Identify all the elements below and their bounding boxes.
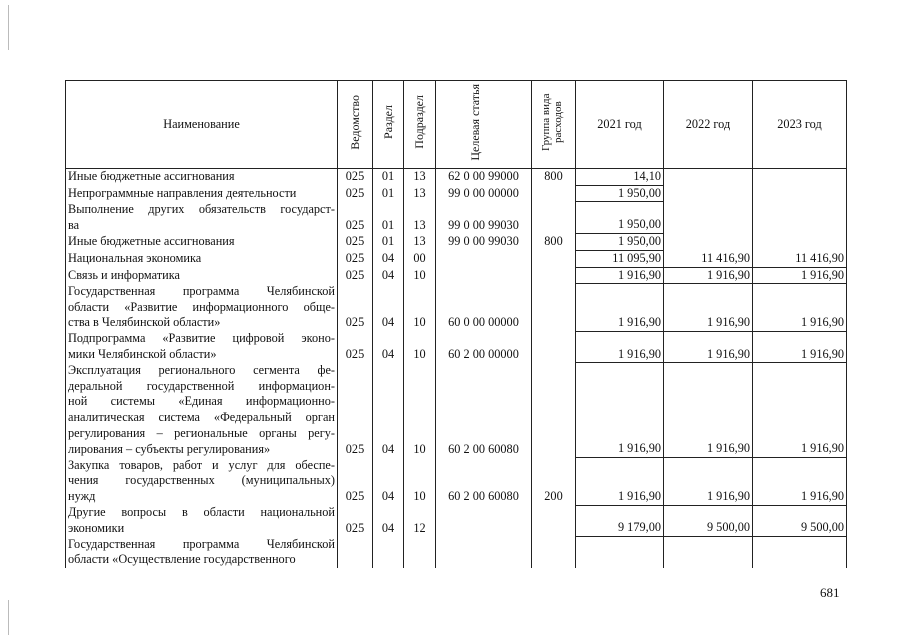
cell-expense-group	[532, 250, 576, 267]
cell-department: 025	[338, 505, 373, 537]
cell-name-line: чения государственных (муниципальных)	[68, 473, 335, 488]
header-2022: 2022 год	[664, 81, 753, 169]
cell-name-line: ства в Челябинской области»	[68, 315, 221, 330]
cell-section	[373, 537, 404, 569]
cell-2023	[753, 185, 847, 202]
cell-2022: 1 916,90	[664, 363, 753, 458]
cell-name-line: нужд	[68, 489, 96, 504]
header-name: Наименование	[66, 81, 338, 169]
cell-name	[66, 331, 338, 363]
cell-section: 04	[373, 284, 404, 331]
table-row	[66, 250, 847, 267]
cell-expense-group	[532, 202, 576, 234]
header-2023: 2023 год	[753, 81, 847, 169]
cell-target-item: 62 0 00 99000	[436, 168, 532, 185]
cell-name	[66, 505, 338, 537]
cell-name	[66, 250, 338, 267]
cell-2021: 1 950,00	[576, 202, 664, 234]
cell-section: 04	[373, 331, 404, 363]
cell-2022	[664, 185, 753, 202]
cell-name-line: Государственная программа Челябинской	[68, 283, 335, 298]
cell-2021: 1 916,90	[576, 458, 664, 505]
cell-expense-group	[532, 284, 576, 331]
cell-2023: 1 916,90	[753, 363, 847, 458]
cell-target-item	[436, 250, 532, 267]
cell-subsection: 10	[404, 267, 436, 284]
cell-2021: 11 095,90	[576, 250, 664, 267]
cell-2023	[753, 233, 847, 250]
cell-subsection: 10	[404, 331, 436, 363]
cell-name-line: лирования – субъекты регулирования»	[68, 441, 271, 456]
cell-2022: 9 500,00	[664, 505, 753, 537]
cell-name-line: деральной государственной информацион-	[68, 378, 335, 393]
header-2021: 2021 год	[576, 81, 664, 169]
cell-target-item: 99 0 00 99030	[436, 202, 532, 234]
cell-2023: 1 916,90	[753, 267, 847, 284]
cell-2021: 1 916,90	[576, 363, 664, 458]
cell-2022: 1 916,90	[664, 267, 753, 284]
cell-subsection: 13	[404, 168, 436, 185]
cell-target-item	[436, 267, 532, 284]
cell-name-line: аналитическая система «Федеральный орган	[68, 410, 335, 425]
table-row	[66, 331, 847, 363]
cell-expense-group	[532, 505, 576, 537]
cell-target-item: 60 2 00 60080	[436, 458, 532, 505]
budget-table	[65, 80, 847, 568]
cell-name	[66, 168, 338, 185]
cell-target-item: 60 2 00 00000	[436, 331, 532, 363]
page-number: 681	[820, 585, 840, 600]
cell-expense-group	[532, 537, 576, 569]
cell-target-item: 99 0 00 00000	[436, 185, 532, 202]
cell-2022: 1 916,90	[664, 284, 753, 331]
cell-department: 025	[338, 185, 373, 202]
cell-name-line: области «Осуществление государственного	[68, 552, 296, 567]
cell-2021: 1 950,00	[576, 233, 664, 250]
cell-name-line: экономики	[68, 520, 125, 535]
cell-2023: 1 916,90	[753, 331, 847, 363]
header-subsection: Подраздел	[404, 81, 436, 169]
cell-name	[66, 458, 338, 505]
cell-department: 025	[338, 458, 373, 505]
cell-2022: 1 916,90	[664, 331, 753, 363]
cell-target-item: 60 0 00 00000	[436, 284, 532, 331]
cell-2021: 1 950,00	[576, 185, 664, 202]
header-department: Ведомство	[338, 81, 373, 169]
cell-section: 01	[373, 233, 404, 250]
cell-name-line: регулирования – региональные органы регу-	[68, 426, 335, 441]
cell-subsection: 12	[404, 505, 436, 537]
cell-name-line: мики Челябинской области»	[68, 347, 217, 362]
cell-expense-group: 200	[532, 458, 576, 505]
header-expense-group: Группа вида расходов	[532, 81, 576, 169]
cell-subsection: 10	[404, 284, 436, 331]
cell-name-line: Национальная экономика	[68, 251, 202, 266]
cell-expense-group	[532, 331, 576, 363]
header-target-item: Целевая статья	[436, 81, 532, 169]
cell-name-line: Эксплуатация регионального сегмента фе-	[68, 362, 335, 377]
cell-subsection: 13	[404, 233, 436, 250]
cell-name-line: Связь и информатика	[68, 268, 180, 283]
cell-2022	[664, 233, 753, 250]
cell-department: 025	[338, 267, 373, 284]
cell-2023: 1 916,90	[753, 458, 847, 505]
table-row	[66, 267, 847, 284]
cell-expense-group: 800	[532, 233, 576, 250]
cell-department: 025	[338, 284, 373, 331]
cell-department: 025	[338, 168, 373, 185]
cell-2023: 9 500,00	[753, 505, 847, 537]
table-row	[66, 458, 847, 505]
cell-name	[66, 537, 338, 569]
cell-section: 04	[373, 250, 404, 267]
header-row	[66, 81, 847, 169]
header-section: Раздел	[373, 81, 404, 169]
cell-expense-group	[532, 185, 576, 202]
cell-target-item: 60 2 00 60080	[436, 363, 532, 458]
cell-name-line: Непрограммные направления деятельности	[68, 186, 297, 201]
cell-department: 025	[338, 331, 373, 363]
table-row	[66, 284, 847, 331]
cell-2023	[753, 537, 847, 569]
cell-name-line: Иные бюджетные ассигнования	[68, 234, 235, 249]
cell-subsection	[404, 537, 436, 569]
cell-2023	[753, 202, 847, 234]
cell-name-line: Подпрограмма «Развитие цифровой эконо-	[68, 331, 335, 346]
cell-subsection: 13	[404, 185, 436, 202]
cell-name	[66, 233, 338, 250]
cell-subsection: 13	[404, 202, 436, 234]
cell-name-line: Государственная программа Челябинской	[68, 536, 335, 551]
cell-expense-group	[532, 267, 576, 284]
cell-2021: 9 179,00	[576, 505, 664, 537]
cell-subsection: 10	[404, 458, 436, 505]
cell-section: 01	[373, 202, 404, 234]
cell-department: 025	[338, 202, 373, 234]
table-row	[66, 185, 847, 202]
cell-section: 04	[373, 505, 404, 537]
cell-2023: 1 916,90	[753, 284, 847, 331]
cell-2021: 1 916,90	[576, 284, 664, 331]
cell-2023	[753, 168, 847, 185]
cell-2023: 11 416,90	[753, 250, 847, 267]
cell-section: 04	[373, 363, 404, 458]
cell-name	[66, 363, 338, 458]
cell-subsection: 00	[404, 250, 436, 267]
table-row	[66, 168, 847, 185]
cell-name-line: Иные бюджетные ассигнования	[68, 169, 235, 184]
cell-target-item	[436, 505, 532, 537]
cell-name	[66, 185, 338, 202]
table-body	[66, 168, 847, 568]
cell-2022: 11 416,90	[664, 250, 753, 267]
cell-department: 025	[338, 363, 373, 458]
cell-name	[66, 267, 338, 284]
table-row	[66, 363, 847, 458]
cell-2021	[576, 537, 664, 569]
cell-name-line: Другие вопросы в области национальной	[68, 505, 335, 520]
cell-name-line: области «Развитие информационного обще-	[68, 299, 335, 314]
cell-2022	[664, 537, 753, 569]
cell-name-line: ва	[68, 217, 80, 232]
cell-target-item	[436, 537, 532, 569]
table-row	[66, 505, 847, 537]
cell-section: 01	[373, 168, 404, 185]
cell-department: 025	[338, 233, 373, 250]
cell-department	[338, 537, 373, 569]
margin-mark-bottom	[8, 600, 9, 635]
cell-section: 04	[373, 458, 404, 505]
cell-name-line: Выполнение других обязательств государст-	[68, 201, 335, 216]
cell-2022: 1 916,90	[664, 458, 753, 505]
cell-department: 025	[338, 250, 373, 267]
cell-name-line: Закупка товаров, работ и услуг для обеспе-	[68, 457, 335, 472]
cell-target-item: 99 0 00 99030	[436, 233, 532, 250]
table-row	[66, 537, 847, 569]
cell-2021: 1 916,90	[576, 267, 664, 284]
margin-mark-top	[8, 5, 9, 50]
cell-expense-group: 800	[532, 168, 576, 185]
table-row	[66, 233, 847, 250]
cell-name-line: ной системы «Единая информационно-	[68, 394, 335, 409]
cell-2022	[664, 168, 753, 185]
cell-section: 01	[373, 185, 404, 202]
cell-name	[66, 202, 338, 234]
cell-name	[66, 284, 338, 331]
cell-expense-group	[532, 363, 576, 458]
cell-subsection: 10	[404, 363, 436, 458]
cell-2021: 1 916,90	[576, 331, 664, 363]
cell-2022	[664, 202, 753, 234]
cell-section: 04	[373, 267, 404, 284]
table-row	[66, 202, 847, 234]
cell-2021: 14,10	[576, 168, 664, 185]
